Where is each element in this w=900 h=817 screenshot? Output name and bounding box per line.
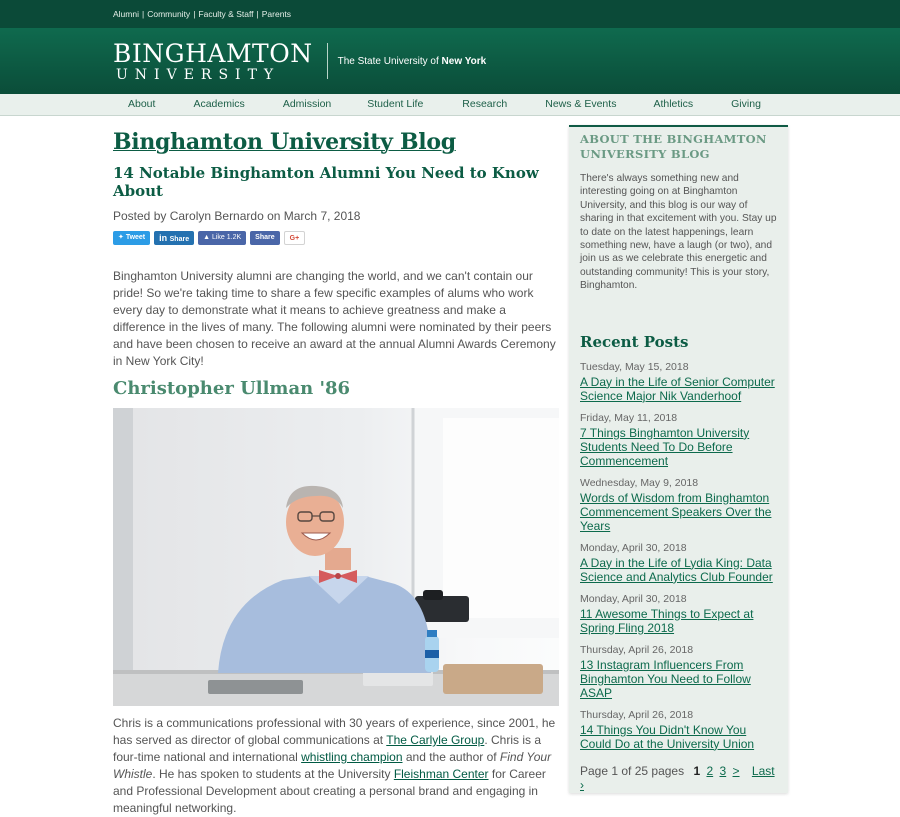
sidebar <box>569 125 788 793</box>
brand-divider <box>327 43 328 79</box>
whistling-champion-link[interactable]: whistling champion <box>301 750 403 764</box>
bio-text-3: and the author of <box>402 750 500 764</box>
nav-academics[interactable]: Academics <box>193 98 245 110</box>
pagination-current: 1 <box>693 763 701 778</box>
post-date: Wednesday, May 9, 2018 <box>580 476 699 489</box>
post-date: Thursday, April 26, 2018 <box>580 643 694 656</box>
article <box>113 116 560 817</box>
pagination-last[interactable]: Last › <box>580 763 775 792</box>
about-blog-title: ABOUT THE BINGHAMTON UNIVERSITY BLOG <box>580 132 767 161</box>
post-link[interactable]: 11 Awesome Things to Expect at Spring Fling 2018 <box>580 606 754 635</box>
fleishman-center-link[interactable]: Fleishman Center <box>393 767 489 781</box>
recent-posts-title: Recent Posts <box>580 332 689 351</box>
recent-post <box>580 542 777 584</box>
tagline <box>338 56 487 67</box>
nav-giving[interactable]: Giving <box>731 98 761 110</box>
tweet-label: Tweet <box>125 234 146 241</box>
byline: Posted by Carolyn Bernardo on March 7, 2018 <box>113 209 361 223</box>
university-logo[interactable] <box>113 38 313 83</box>
carlyle-group-link[interactable]: The Carlyle Group <box>386 733 485 747</box>
tweet-button[interactable] <box>113 231 150 245</box>
nav-research[interactable]: Research <box>462 98 508 110</box>
alum-bio <box>113 715 560 817</box>
tagline-bold: New York <box>441 55 487 67</box>
utility-link-parents[interactable]: Parents <box>261 9 292 19</box>
post-link[interactable]: A Day in the Life of Senior Computer Science Major Nik Vanderhoof <box>580 374 775 403</box>
book-title: Find Your Whistle <box>113 750 552 781</box>
nav-athletics[interactable]: Athletics <box>653 98 694 110</box>
twitter-bird-icon: ✦ <box>118 234 126 241</box>
google-plus-button[interactable]: G+ <box>284 231 306 245</box>
recent-post <box>580 709 777 751</box>
bio-text-1: Chris is a communications professional with 30 years of experience, since 2001, he has served as director of global communications at <box>113 716 556 747</box>
pagination-next[interactable]: > <box>732 763 740 778</box>
about-blog-text: There's always something new and interesting going on at Binghamton University, and this blog is our way of sharing in that excitement with you. Stay up to date on the latest happenings, learn something new, have a laugh (or two), and join us as we celebrate this energetic and outstanding community! This is your story, Binghamton. <box>580 173 777 292</box>
utility-link-faculty-staff[interactable]: Faculty & Staff <box>198 9 254 19</box>
linkedin-share-button[interactable] <box>154 231 194 245</box>
logo-line2: UNIVERSITY <box>116 66 281 83</box>
bio-text-4: . He has spoken to students at the University <box>152 767 394 781</box>
bio-text-5: for Career and Professional Development about creating a personal brand and engaging in meaningful networking. <box>113 767 546 815</box>
recent-post <box>580 593 777 635</box>
post-title: 14 Notable Binghamton Alumni You Need to Know About <box>113 164 539 200</box>
post-date: Tuesday, May 15, 2018 <box>580 360 689 373</box>
utility-link-alumni[interactable]: Alumni <box>113 9 139 19</box>
like-label: Like 1.2K <box>211 234 242 241</box>
post-link[interactable]: 7 Things Binghamton University Students Need To Do Before Commencement <box>580 425 750 468</box>
alum-photo-illustration <box>113 408 559 706</box>
post-link[interactable]: A Day in the Life of Lydia King: Data Science and Analytics Club Founder <box>580 555 773 584</box>
post-link[interactable]: 13 Instagram Influencers From Binghamton You Need to Follow ASAP <box>580 657 751 700</box>
post-date: Friday, May 11, 2018 <box>580 411 678 424</box>
pagination-page-2[interactable]: 2 <box>706 763 714 778</box>
linkedin-icon: in <box>159 233 170 243</box>
tagline-prefix: The State University of <box>337 55 442 67</box>
recent-post <box>580 644 777 700</box>
post-date: Thursday, April 26, 2018 <box>580 708 694 721</box>
nav-student-life[interactable]: Student Life <box>367 98 424 110</box>
brand-header <box>0 28 900 94</box>
facebook-like-button[interactable] <box>198 231 246 245</box>
blog-title[interactable]: Binghamton University Blog <box>113 129 456 155</box>
recent-post <box>580 412 777 468</box>
utility-bar: Alumni | Community | Faculty & Staff | Parents <box>0 0 900 28</box>
recent-post <box>580 477 777 533</box>
alum-heading: Christopher Ullman '86 <box>113 378 351 399</box>
utility-link-community[interactable]: Community <box>147 9 191 19</box>
pagination-page-3[interactable]: 3 <box>719 763 727 778</box>
recent-post <box>580 361 777 403</box>
pagination-status: Page 1 of 25 pages <box>580 763 685 778</box>
pagination <box>580 764 777 792</box>
nav-admission[interactable]: Admission <box>282 98 332 110</box>
nav-about[interactable]: About <box>128 98 156 110</box>
thumbs-up-icon: ▲ <box>203 234 212 241</box>
share-buttons <box>113 231 560 245</box>
main-nav <box>0 94 900 116</box>
post-link[interactable]: Words of Wisdom from Binghamton Commencement Speakers Over the Years <box>580 490 772 533</box>
nav-news-events[interactable]: News & Events <box>545 98 617 110</box>
linkedin-label: Share <box>169 236 190 243</box>
post-date: Monday, April 30, 2018 <box>580 541 687 554</box>
post-link[interactable]: 14 Things You Didn't Know You Could Do at the University Union <box>580 722 755 751</box>
logo-line1: BINGHAMTON <box>113 38 313 68</box>
alum-photo <box>113 408 559 706</box>
bio-text-2: . Chris is a four-time national and international <box>113 733 541 764</box>
intro-paragraph: Binghamton University alumni are changing the world, and we can't contain our pride! So we're taking time to share a few specific examples of alums who work every day to demonstrate what it means to achieve greatness and make a difference in the lives of many. The following alumni were nominated by their peers and have been chosen to receive an award at the annual Alumni Awards Ceremony in New York City! <box>113 269 556 368</box>
post-date: Monday, April 30, 2018 <box>580 592 687 605</box>
facebook-share-button[interactable]: Share <box>250 231 279 245</box>
